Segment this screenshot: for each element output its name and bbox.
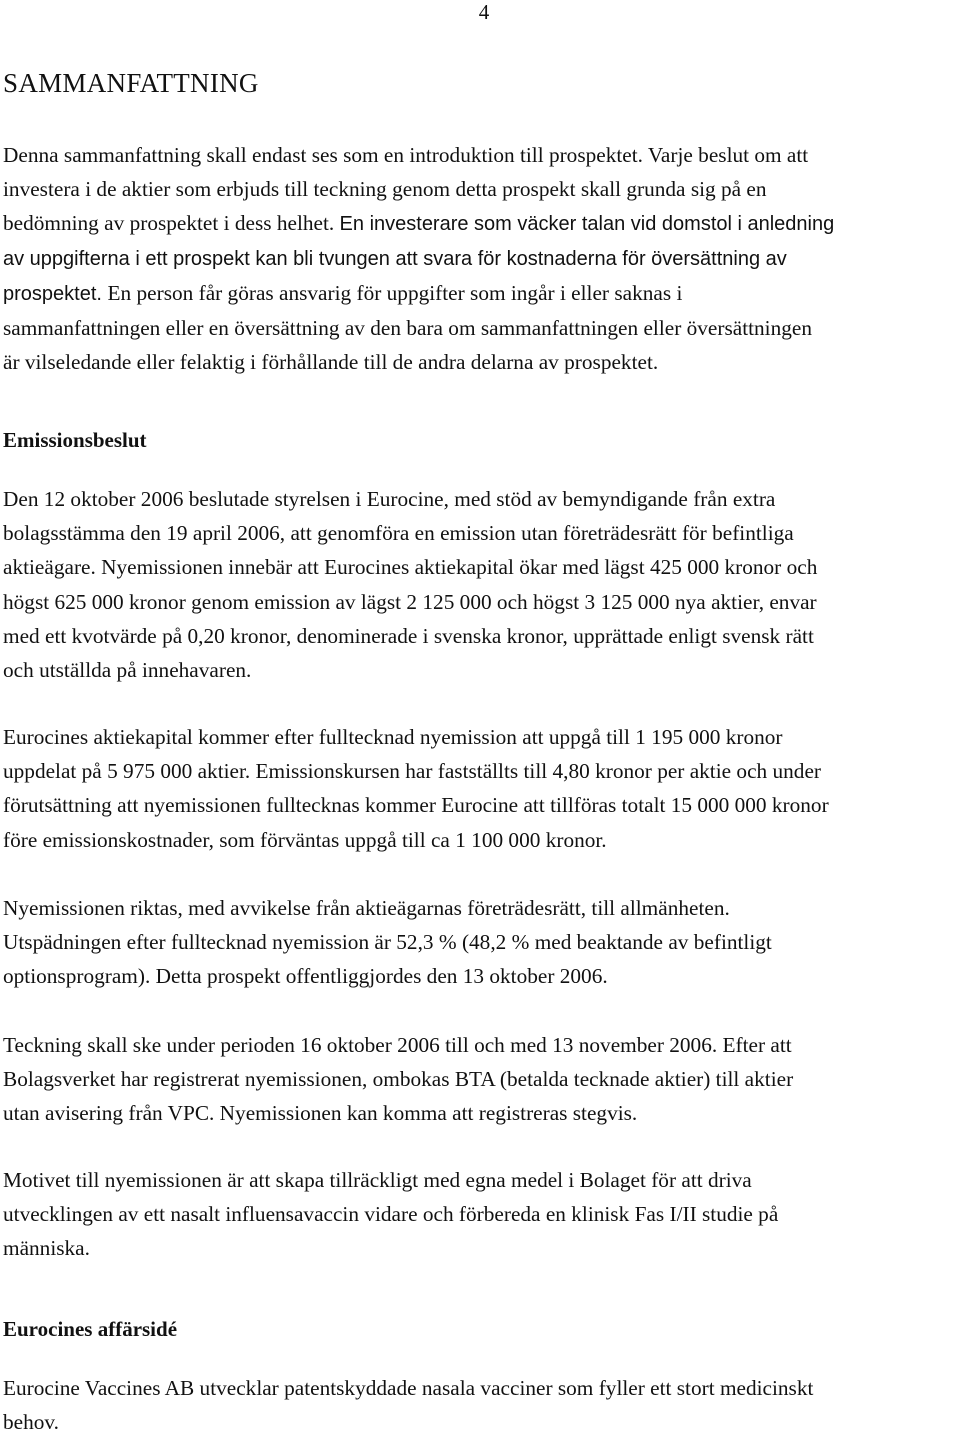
emission-paragraph-4: [3, 1028, 959, 1131]
emission-p1-line-4: högst 625 000 kronor genom emission av lägst 2 125 000 och högst 3 125 000 nya aktier, envar: [3, 589, 817, 614]
emission-p2-line-2: uppdelat på 5 975 000 aktier. Emissionskursen har fastställts till 4,80 kronor per aktie och under: [3, 759, 821, 784]
emission-p5-line-2: utvecklingen av ett nasalt influensavaccin vidare och förbereda en klinisk Fas I/II studie på: [3, 1202, 779, 1227]
intro-line-2: investera i de aktier som erbjuds till teckning genom detta prospekt skall grunda sig på en: [3, 177, 767, 202]
emission-p1-line-6: och utställda på innehavaren.: [3, 658, 252, 683]
emission-paragraph-2: [3, 720, 959, 857]
intro-line-6: sammanfattningen eller en översättning av den bara om sammanfattningen eller översättningen: [3, 316, 813, 341]
emission-paragraph-5: [3, 1163, 959, 1266]
intro-line-1: Denna sammanfattning skall endast ses som en introduktion till prospektet. Varje beslut om att: [3, 143, 809, 167]
emission-p1-line-2: bolagsstämma den 19 april 2006, att genomföra en emission utan företrädesrätt för befintliga: [3, 521, 794, 546]
emission-p1-line-1: Den 12 oktober 2006 beslutade styrelsen i Eurocine, med stöd av bemyndigande från extra: [3, 487, 776, 511]
emission-paragraph-3: [3, 891, 959, 994]
emission-p4-line-2: Bolagsverket har registrerat nyemissionen, ombokas BTA (betalda tecknade aktier) till aktier: [3, 1067, 794, 1092]
intro-line-4: av uppgifterna i ett prospekt kan bli tvungen att svara för kostnaderna för översättning av: [3, 247, 787, 270]
intro-line-7: är vilseledande eller felaktig i förhållande till de andra delarna av prospektet.: [3, 350, 659, 375]
emission-heading: Emissionsbeslut: [3, 428, 147, 452]
emission-p5-line-3: människa.: [3, 1236, 90, 1261]
intro-line-3-sans: En investerare som väcker talan vid domstol i anledning: [339, 213, 835, 236]
intro-line-5: [3, 276, 959, 311]
emission-p4-line-1: Teckning skall ske under perioden 16 oktober 2006 till och med 13 november 2006. Efter att: [3, 1033, 792, 1057]
emission-p3-line-3: optionsprogram). Detta prospekt offentliggjordes den 13 oktober 2006.: [3, 964, 608, 989]
intro-line-3-serif: bedömning av prospektet i dess helhet.: [3, 211, 340, 236]
emission-p2-line-1: Eurocines aktiekapital kommer efter fulltecknad nyemission att uppgå till 1 195 000 kronor: [3, 725, 783, 749]
emission-p5-line-1: Motivet till nyemissionen är att skapa tillräckligt med egna medel i Bolaget för att driva: [3, 1168, 752, 1192]
emission-p1-line-3: aktieägare. Nyemissionen innebär att Eurocines aktiekapital ökar med lägst 425 000 kronor och: [3, 555, 818, 580]
intro-line-5-sans: prospektet.: [3, 282, 108, 305]
intro-paragraph: [3, 138, 959, 379]
business-heading: Eurocines affärsidé: [3, 1317, 178, 1341]
emission-p2-line-3: förutsättning att nyemissionen fulltecknas kommer Eurocine att tillföras totalt 15 000 000 kronor: [3, 793, 829, 818]
intro-line-5-serif: En person får göras ansvarig för uppgifter som ingår i eller saknas i: [107, 280, 683, 305]
business-line-1: Eurocine Vaccines AB utvecklar patentskyddade nasala vacciner som fyller ett stort medicinskt: [3, 1376, 814, 1400]
emission-p3-line-2: Utspädningen efter fulltecknad nyemission är 52,3 % (48,2 % med beaktande av befintligt: [3, 930, 772, 955]
emission-p3-line-1: Nyemissionen riktas, med avvikelse från aktieägarnas företrädesrätt, till allmänheten.: [3, 896, 730, 920]
section-title: SAMMANFATTNING: [3, 68, 259, 98]
emission-p2-line-4: före emissionskostnader, som förväntas uppgå till ca 1 100 000 kronor.: [3, 827, 607, 852]
intro-line-3: [3, 206, 959, 241]
page-number: 4: [478, 0, 490, 24]
emission-p4-line-3: utan avisering från VPC. Nyemissionen kan komma att registreras stegvis.: [3, 1101, 638, 1126]
emission-paragraph-1: [3, 482, 959, 687]
emission-p1-line-5: med ett kvotvärde på 0,20 kronor, denominerade i svenska kronor, upprättade enligt svensk rätt: [3, 623, 814, 648]
business-paragraph: [3, 1371, 959, 1439]
business-line-2: behov.: [3, 1410, 59, 1435]
